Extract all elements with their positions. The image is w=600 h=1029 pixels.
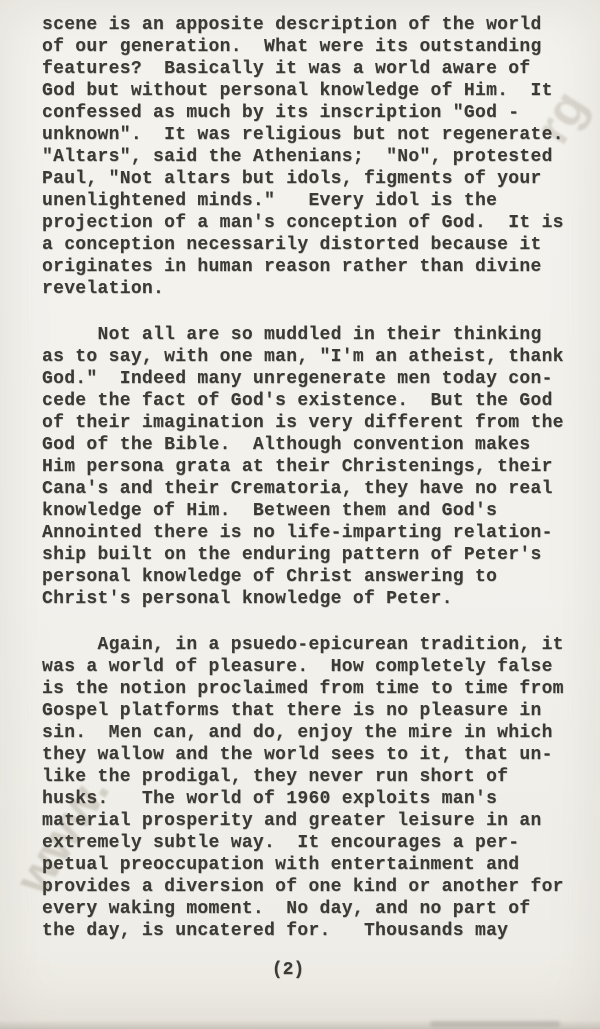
text-line: "Altars", said the Athenians; "No", protested	[42, 147, 553, 167]
text-line: confessed as much by its inscription "God -	[42, 103, 520, 123]
watermark-text-top-right: rg	[524, 80, 598, 154]
text-line: of our generation. What were its outstanding	[42, 37, 542, 57]
text-line: projection of a man's conception of God. It is	[42, 213, 564, 233]
text-line: unenlightened minds." Every idol is the	[42, 191, 498, 211]
page-number: (2)	[271, 960, 305, 980]
paragraph	[42, 14, 590, 300]
text-line: cede the fact of God's existence. But the God	[42, 391, 553, 411]
text-line: personal knowledge of Christ answering to	[42, 567, 498, 587]
text-line: Christ's personal knowledge of Peter.	[42, 589, 453, 609]
text-line: Gospel platforms that there is no pleasure in	[42, 701, 542, 721]
text-line: is the notion proclaimed from time to time from	[42, 679, 564, 699]
text-line: ship built on the enduring pattern of Peter's	[42, 545, 542, 565]
text-line: sin. Men can, and do, enjoy the mire in which	[42, 723, 553, 743]
text-line: extremely subtle way. It encourages a per-	[42, 833, 520, 853]
watermark-text-bottom-left: www.	[4, 765, 120, 904]
text-line: Him persona grata at their Christenings, their	[42, 457, 553, 477]
text-line: originates in human reason rather than divine	[42, 257, 542, 277]
text-line: material prosperity and greater leisure in an	[42, 811, 542, 831]
text-line: Again, in a psuedo-epicurean tradition, it	[42, 635, 564, 655]
text-line: knowledge of Him. Between them and God's	[42, 501, 498, 521]
text-line: God but without personal knowledge of Him. It	[42, 81, 553, 101]
text-line: Annointed there is no life-imparting relation-	[42, 523, 553, 543]
text-line: was a world of pleasure. How completely false	[42, 657, 553, 677]
text-line: the day, is uncatered for. Thousands may	[42, 921, 509, 941]
text-line: God of the Bible. Although convention makes	[42, 435, 531, 455]
text-line: provides a diversion of one kind or another for	[42, 877, 564, 897]
text-line: petual preoccupation with entertainment and	[42, 855, 520, 875]
paragraph	[42, 324, 590, 610]
text-line: as to say, with one man, "I'm an atheist, thank	[42, 347, 564, 367]
paragraph	[42, 634, 590, 942]
text-line: of their imagination is very different from the	[42, 413, 564, 433]
text-line: husks. The world of 1960 exploits man's	[42, 789, 498, 809]
text-line: a conception necessarily distorted because it	[42, 235, 542, 255]
text-line: Cana's and their Crematoria, they have no real	[42, 479, 553, 499]
text-line: revelation.	[42, 279, 165, 299]
text-line: they wallow and the world sees to it, that un-	[42, 745, 553, 765]
text-line: scene is an apposite description of the world	[42, 15, 542, 35]
text-line: features? Basically it was a world aware of	[42, 59, 531, 79]
text-line: like the prodigal, they never run short of	[42, 767, 509, 787]
text-line: Not all are so muddled in their thinking	[42, 325, 542, 345]
text-line: God." Indeed many unregenerate men today con-	[42, 369, 553, 389]
text-line: every waking moment. No day, and no part of	[42, 899, 531, 919]
text-line: unknown". It was religious but not regenerate.	[42, 125, 564, 145]
text-line: Paul, "Not altars but idols, figments of your	[42, 169, 542, 189]
page-bottom-edge-shadow	[0, 1020, 600, 1029]
text-body	[42, 14, 590, 942]
